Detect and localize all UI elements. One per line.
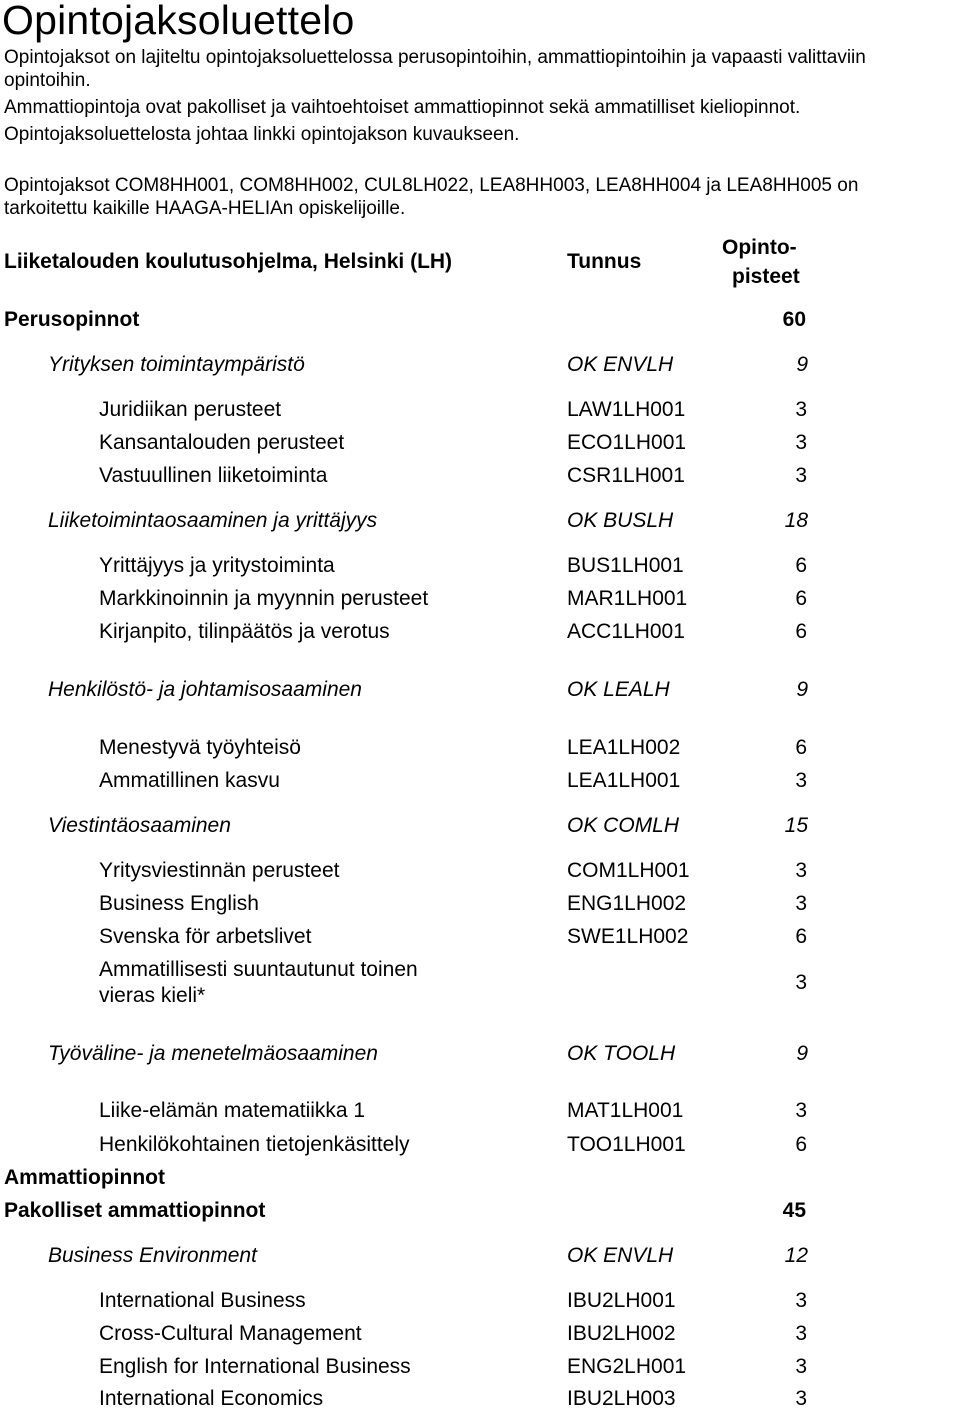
course-code: COM1LH001 <box>567 859 690 882</box>
column-header-credits: Opinto- <box>722 236 797 259</box>
module-code: OK LEALH <box>567 678 670 701</box>
module-name: Yrityksen toimintaympäristö <box>48 353 305 376</box>
course-link[interactable]: Juridiikan perusteet <box>99 398 282 421</box>
course-link[interactable]: Vastuullinen liiketoiminta <box>99 464 328 487</box>
module-credits: 9 <box>796 678 808 701</box>
course-code: ENG2LH001 <box>567 1355 687 1378</box>
page-title: Opintojaksoluettelo <box>2 0 355 43</box>
course-credits: 6 <box>795 587 807 610</box>
module-credits: 9 <box>796 1042 808 1065</box>
module-name: Henkilöstö- ja johtamisosaaminen <box>48 678 362 701</box>
module-code: OK COMLH <box>567 814 680 837</box>
section-title: Ammattiopinnot <box>4 1166 165 1189</box>
course-code: IBU2LH001 <box>567 1289 676 1312</box>
course-code: ECO1LH001 <box>567 431 687 454</box>
course-credits: 3 <box>795 1289 807 1312</box>
section-credits: 60 <box>782 308 806 331</box>
course-credits: 3 <box>795 769 807 792</box>
intro-text: tarkoitettu kaikille HAAGA-HELIAn opiskelijoille. <box>4 198 406 219</box>
course-link[interactable]: International Economics <box>99 1387 324 1410</box>
course-link[interactable]: Markkinoinnin ja myynnin perusteet <box>99 587 429 610</box>
course-code: TOO1LH001 <box>567 1133 686 1156</box>
course-link[interactable]: Business English <box>99 892 259 915</box>
module-code: OK ENVLH <box>567 1244 674 1267</box>
course-credits: 3 <box>795 1355 807 1378</box>
course-credits: 6 <box>795 736 807 759</box>
module-credits: 9 <box>796 353 808 376</box>
module-name: Viestintäosaaminen <box>48 814 231 837</box>
course-code: IBU2LH003 <box>567 1387 676 1410</box>
intro-link-note: Opintojaksoluettelosta johtaa linkki opintojakson kuvaukseen. <box>4 124 520 145</box>
course-code: SWE1LH002 <box>567 925 689 948</box>
course-code: MAT1LH001 <box>567 1099 684 1122</box>
module-credits: 18 <box>784 509 808 532</box>
course-link[interactable]: Cross-Cultural Management <box>99 1322 362 1345</box>
section-title: Perusopinnot <box>4 308 140 331</box>
course-link[interactable]: Svenska för arbetslivet <box>99 925 312 948</box>
course-code: LEA1LH001 <box>567 769 681 792</box>
course-credits: 3 <box>795 1387 807 1410</box>
module-code: OK ENVLH <box>567 353 674 376</box>
course-link[interactable]: Kirjanpito, tilinpäätös ja verotus <box>99 620 390 643</box>
course-credits: 3 <box>795 1099 807 1122</box>
intro-text: Opintojaksot on lajiteltu opintojaksoluettelossa perusopintoihin, ammattiopintoihin ja vapaasti valittaviin <box>4 47 866 68</box>
course-code: CSR1LH001 <box>567 464 685 487</box>
course-link[interactable]: Liike-elämän matematiikka 1 <box>99 1099 366 1122</box>
course-credits: 3 <box>795 464 807 487</box>
intro-text: Opintojaksot COM8HH001, COM8HH002, CUL8LH022, LEA8HH003, LEA8HH004 ja LEA8HH005 on <box>4 175 859 196</box>
course-credits: 6 <box>795 620 807 643</box>
column-header-code: Tunnus <box>567 250 642 273</box>
course-link[interactable]: Ammatillinen kasvu <box>99 769 280 792</box>
course-credits: 3 <box>795 398 807 421</box>
course-credits: 6 <box>795 925 807 948</box>
module-name: Työväline- ja menetelmäosaaminen <box>48 1042 378 1065</box>
course-credits: 6 <box>795 554 807 577</box>
course-link[interactable]: Yrittäjyys ja yritystoiminta <box>99 554 335 577</box>
course-link[interactable]: Ammatillisesti suuntautunut toinen <box>99 958 418 981</box>
module-name: Business Environment <box>48 1244 257 1267</box>
section-title: Pakolliset ammattiopinnot <box>4 1199 266 1222</box>
module-code: OK TOOLH <box>567 1042 676 1065</box>
course-credits: 3 <box>795 431 807 454</box>
column-header-credits: pisteet <box>732 265 800 288</box>
course-code: BUS1LH001 <box>567 554 684 577</box>
course-link[interactable]: Kansantalouden perusteet <box>99 431 345 454</box>
course-code: LAW1LH001 <box>567 398 686 421</box>
course-credits: 3 <box>795 892 807 915</box>
course-link[interactable]: International Business <box>99 1289 306 1312</box>
course-code: MAR1LH001 <box>567 587 688 610</box>
course-credits: 3 <box>795 859 807 882</box>
module-name: Liiketoimintaosaaminen ja yrittäjyys <box>48 509 378 532</box>
course-code: LEA1LH002 <box>567 736 681 759</box>
intro-text: opintoihin. <box>4 70 91 91</box>
course-link[interactable]: vieras kieli* <box>99 984 206 1007</box>
course-link[interactable]: Menestyvä työyhteisö <box>99 736 301 759</box>
course-credits: 3 <box>795 1322 807 1345</box>
course-link[interactable]: Henkilökohtainen tietojenkäsittely <box>99 1133 410 1156</box>
module-credits: 12 <box>784 1244 808 1267</box>
course-credits: 3 <box>795 971 807 994</box>
course-link[interactable]: Yritysviestinnän perusteet <box>99 859 340 882</box>
course-code: ACC1LH001 <box>567 620 685 643</box>
intro-text: Ammattiopintoja ovat pakolliset ja vaihtoehtoiset ammattiopinnot sekä ammatilliset kieliopinnot. <box>4 97 801 118</box>
section-credits: 45 <box>782 1199 806 1222</box>
course-code: IBU2LH002 <box>567 1322 676 1345</box>
course-code: ENG1LH002 <box>567 892 687 915</box>
module-credits: 15 <box>784 814 808 837</box>
course-credits: 6 <box>795 1133 807 1156</box>
column-header-program: Liiketalouden koulutusohjelma, Helsinki (LH) <box>4 250 453 273</box>
course-link[interactable]: English for International Business <box>99 1355 411 1378</box>
module-code: OK BUSLH <box>567 509 674 532</box>
